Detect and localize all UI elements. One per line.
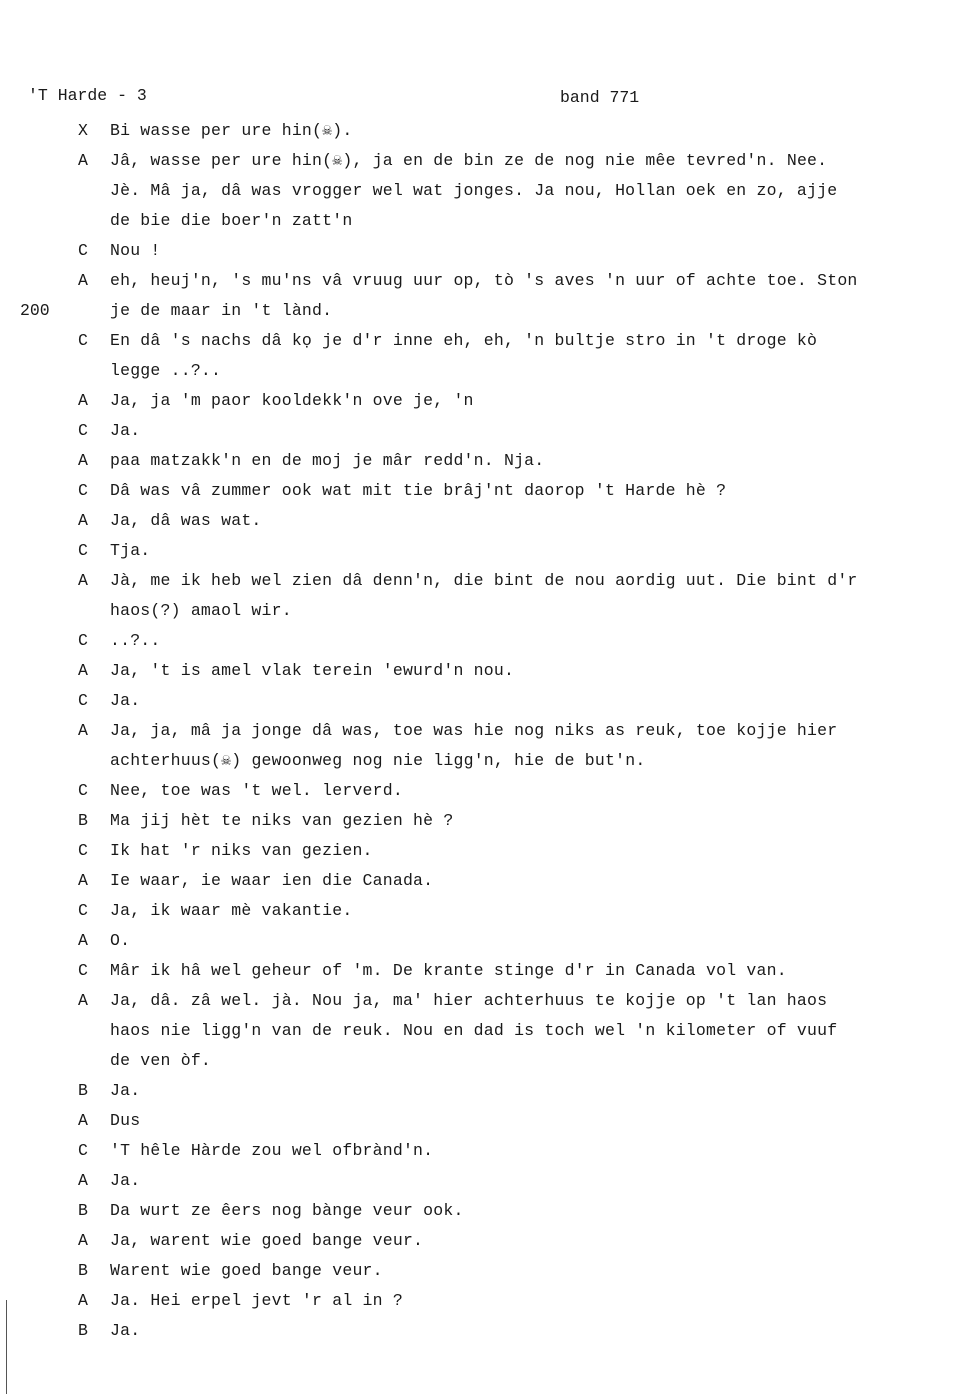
utterance [110, 956, 938, 986]
transcript-turn [78, 1226, 938, 1256]
utterance [110, 446, 938, 476]
utterance-line: Da wurt ze êers nog bànge veur ook. [110, 1201, 464, 1220]
transcript-turn [78, 986, 938, 1076]
utterance [110, 866, 938, 896]
utterance-line: Ja, ja 'm paor kooldekk'n ove je, 'n [110, 391, 474, 410]
transcript-turn [78, 926, 938, 956]
speaker-label: C [78, 241, 88, 260]
utterance-line: En dâ 's nachs dâ kọ je d'r inne eh, eh, 'n bultje stro in 't droge kò [110, 331, 818, 350]
utterance-line: Bi wasse per ure hin(☠). [110, 121, 353, 140]
transcript-turn [78, 416, 938, 446]
transcript-turn [78, 476, 938, 506]
transcript-turn [78, 506, 938, 536]
transcript-turn [78, 386, 938, 416]
utterance [110, 836, 938, 866]
utterance-line: Ja. [110, 421, 141, 440]
transcript-turn [78, 1196, 938, 1226]
utterance-line: Ie waar, ie waar ien die Canada. [110, 871, 434, 890]
transcript-turn [78, 866, 938, 896]
speaker-label: A [78, 721, 88, 740]
utterance [110, 236, 938, 266]
utterance [110, 926, 938, 956]
speaker-label: X [78, 121, 88, 140]
utterance-line: Ja. [110, 691, 141, 710]
utterance [110, 806, 938, 836]
speaker-label: A [78, 661, 88, 680]
transcript-turn [78, 146, 938, 236]
transcript-turn [78, 1256, 938, 1286]
utterance-line: O. [110, 931, 131, 950]
utterance [110, 986, 938, 1076]
utterance [110, 716, 938, 776]
utterance [110, 416, 938, 446]
utterance-line: 'T hêle Hàrde zou wel ofbrànd'n. [110, 1141, 434, 1160]
speaker-label: C [78, 961, 88, 980]
utterance-line: de bie die boer'n zatt'n [110, 211, 353, 230]
transcript-turn [78, 686, 938, 716]
utterance-line: legge ..?.. [110, 361, 222, 380]
transcript-turn [78, 806, 938, 836]
utterance [110, 1076, 938, 1106]
speaker-label: B [78, 1201, 88, 1220]
speaker-label: B [78, 1261, 88, 1280]
utterance-line: Warent wie goed bange veur. [110, 1261, 383, 1280]
speaker-label: C [78, 1141, 88, 1160]
transcript-turn [78, 116, 938, 146]
speaker-label: C [78, 331, 88, 350]
utterance-line: Jè. Mâ ja, dâ was vrogger wel wat jonges. Ja nou, Hollan oek en zo, ajje [110, 181, 838, 200]
utterance [110, 116, 938, 146]
utterance-line: Jà, me ik heb wel zien dâ denn'n, die bint de nou aordig uut. Die bint d'r [110, 571, 858, 590]
transcript-turn [78, 896, 938, 926]
utterance-line: Ja, 't is amel vlak terein 'ewurd'n nou. [110, 661, 515, 680]
transcript-turn [78, 1286, 938, 1316]
utterance-line: Ja, warent wie goed bange veur. [110, 1231, 424, 1250]
utterance [110, 146, 938, 236]
transcript-turn [78, 266, 938, 326]
utterance-line: Ja. [110, 1321, 141, 1340]
transcript-turn [78, 566, 938, 626]
speaker-label: A [78, 1171, 88, 1190]
transcript-turn [78, 1076, 938, 1106]
speaker-label: A [78, 571, 88, 590]
transcript-turn [78, 836, 938, 866]
utterance [110, 1286, 938, 1316]
speaker-label: A [78, 1291, 88, 1310]
transcript-turn [78, 626, 938, 656]
transcript-turn [78, 446, 938, 476]
utterance [110, 776, 938, 806]
utterance [110, 1136, 938, 1166]
utterance [110, 386, 938, 416]
utterance [110, 1316, 938, 1346]
utterance-line: je de maar in 't lànd. [110, 301, 333, 320]
utterance-line: paa matzakk'n en de moj je mâr redd'n. Nja. [110, 451, 545, 470]
utterance [110, 566, 938, 626]
speaker-label: A [78, 391, 88, 410]
transcript-turn [78, 536, 938, 566]
speaker-label: C [78, 541, 88, 560]
speaker-label: B [78, 1081, 88, 1100]
utterance-line: Ja, dâ was wat. [110, 511, 262, 530]
speaker-label: C [78, 841, 88, 860]
utterance-line: Nou ! [110, 241, 161, 260]
utterance [110, 1166, 938, 1196]
transcript-turn [78, 776, 938, 806]
utterance-line: de ven òf. [110, 1051, 212, 1070]
utterance [110, 1226, 938, 1256]
speaker-label: B [78, 1321, 88, 1340]
utterance [110, 896, 938, 926]
utterance [110, 686, 938, 716]
utterance-line: haos(?) amaol wir. [110, 601, 292, 620]
utterance-line: Ik hat 'r niks van gezien. [110, 841, 373, 860]
utterance-line: Jâ, wasse per ure hin(☠), ja en de bin ze de nog nie mêe tevred'n. Nee. [110, 151, 828, 170]
utterance-line: Dâ was vâ zummer ook wat mit tie brâj'nt daorop 't Harde hè ? [110, 481, 727, 500]
utterance-line: Ma jij hèt te niks van gezien hè ? [110, 811, 454, 830]
utterance-line: eh, heuj'n, 's mu'ns vâ vruug uur op, tò 's aves 'n uur of achte toe. Ston [110, 271, 858, 290]
speaker-label: A [78, 991, 88, 1010]
transcript-turn [78, 656, 938, 686]
utterance [110, 1256, 938, 1286]
transcript-body [78, 116, 938, 1346]
utterance-line: Mâr ik hâ wel geheur of 'm. De krante stinge d'r in Canada vol van. [110, 961, 787, 980]
utterance-line: Nee, toe was 't wel. lerverd. [110, 781, 403, 800]
utterance-line: Ja. Hei erpel jevt 'r al in ? [110, 1291, 403, 1310]
utterance-line: Ja, dâ. zâ wel. jà. Nou ja, ma' hier achterhuus te kojje op 't lan haos [110, 991, 828, 1010]
transcript-turn [78, 326, 938, 386]
utterance [110, 506, 938, 536]
utterance-line: Ja. [110, 1081, 141, 1100]
utterance [110, 626, 938, 656]
speaker-label: A [78, 871, 88, 890]
utterance [110, 656, 938, 686]
speaker-label: A [78, 271, 88, 290]
utterance [110, 326, 938, 386]
speaker-label: A [78, 511, 88, 530]
utterance-line: ..?.. [110, 631, 161, 650]
speaker-label: A [78, 931, 88, 950]
transcript-turn [78, 1166, 938, 1196]
speaker-label: C [78, 781, 88, 800]
speaker-label: C [78, 421, 88, 440]
utterance-line: Ja, ja, mâ ja jonge dâ was, toe was hie nog niks as reuk, toe kojje hier [110, 721, 838, 740]
margin-line-number: 200 [20, 301, 50, 320]
speaker-label: C [78, 901, 88, 920]
utterance [110, 1106, 938, 1136]
transcript-turn [78, 236, 938, 266]
speaker-label: A [78, 451, 88, 470]
margin-pencil-mark [6, 1300, 7, 1394]
utterance-line: haos nie ligg'n van de reuk. Nou en dad is toch wel 'n kilometer of vuuf [110, 1021, 838, 1040]
utterance-line: Dus [110, 1111, 141, 1130]
speaker-label: A [78, 151, 88, 170]
utterance-line: Tja. [110, 541, 151, 560]
transcript-turn [78, 1106, 938, 1136]
document-title: 'T Harde - 3 [28, 86, 147, 105]
utterance-line: Ja. [110, 1171, 141, 1190]
speaker-label: C [78, 691, 88, 710]
utterance [110, 536, 938, 566]
utterance [110, 476, 938, 506]
speaker-label: C [78, 631, 88, 650]
tape-number: band 771 [560, 88, 640, 107]
speaker-label: C [78, 481, 88, 500]
utterance [110, 266, 938, 326]
transcript-turn [78, 956, 938, 986]
utterance-line: Ja, ik waar mè vakantie. [110, 901, 353, 920]
speaker-label: A [78, 1111, 88, 1130]
transcript-turn [78, 1316, 938, 1346]
utterance-line: achterhuus(☠) gewoonweg nog nie ligg'n, hie de but'n. [110, 751, 646, 770]
utterance [110, 1196, 938, 1226]
speaker-label: B [78, 811, 88, 830]
transcript-turn [78, 716, 938, 776]
transcript-turn [78, 1136, 938, 1166]
speaker-label: A [78, 1231, 88, 1250]
